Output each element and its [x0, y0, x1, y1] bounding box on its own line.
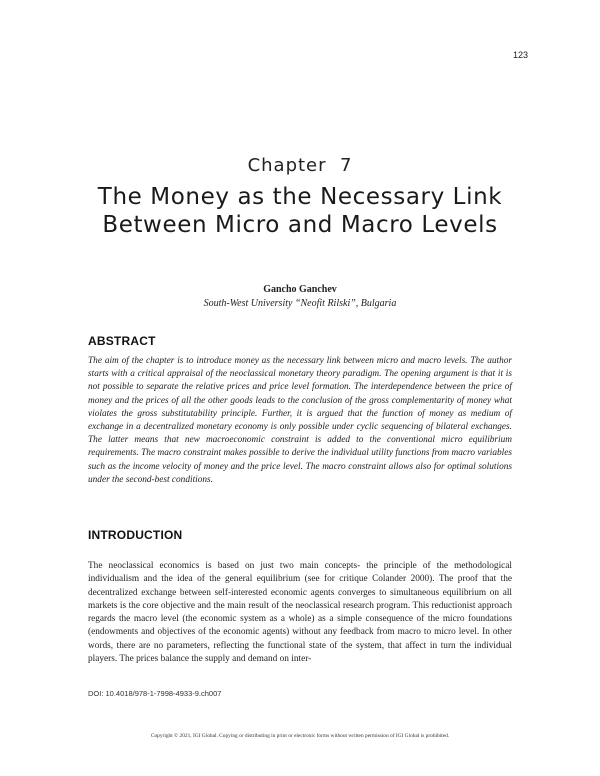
abstract-heading: ABSTRACT [88, 334, 156, 348]
chapter-title: The Money as the Necessary Link Between Micro and Macro Levels [97, 184, 503, 238]
doi: DOI: 10.4018/978-1-7998-4933-9.ch007 [88, 689, 222, 698]
copyright-notice: Copyright © 2021, IGI Global. Copying or distributing in print or electronic forms without written permission of IGI Global is prohibited. [150, 733, 450, 739]
page-number: 123 [512, 50, 528, 60]
chapter-label: Chapter 7 [247, 155, 353, 176]
abstract-text: The aim of the chapter is to introduce money as the necessary link between micro and macro levels. The author starts with a critical appraisal of the neoclassical monetary theory paradigm. The opening argument is that it is not possible to separate the relative prices and price level formation. The interdependence between the price of money and the prices of all the other goods leads to the conclusion of the gross complementarity of money what violates the gross substitutability principle. Further, it is argued that the function of money as medium of exchange in a decentralized monetary economy is only possible under cyclic sequencing of bilateral exchanges. The latter means that new macroeconomic constraint is added to the conventional micro equilibrium requirements. The macro constraint makes possible to derive the individual utility functions from macro variables such as the income velocity of money and the price level. The macro constraint allows also for optimal solutions under the second-best conditions. [88, 356, 512, 485]
author-affiliation: South-West University “Neofit Rilski”, Bulgaria [203, 298, 397, 309]
author-name: Gancho Ganchev [263, 284, 337, 295]
introduction-text: The neoclassical economics is based on just two main concepts- the principle of the methodological individualism and the idea of the general equilibrium (see for critique Colander 2000). The proof that the decentralized exchange between self-interested economic agents converges to simultaneous equilibrium on all markets is the core objective and the main result of the neoclassical research program. This reductionist approach regards the macro level (the economic system as a whole) as a simple consequence of the micro foundations (endowments and objectives of the economic agents) without any feedback from macro to micro level. In other words, there are no parameters, reflecting the functional state of the system, that affect in turn the individual players. The prices balance the supply and demand on inter- [88, 561, 512, 665]
introduction-heading: INTRODUCTION [88, 528, 183, 542]
